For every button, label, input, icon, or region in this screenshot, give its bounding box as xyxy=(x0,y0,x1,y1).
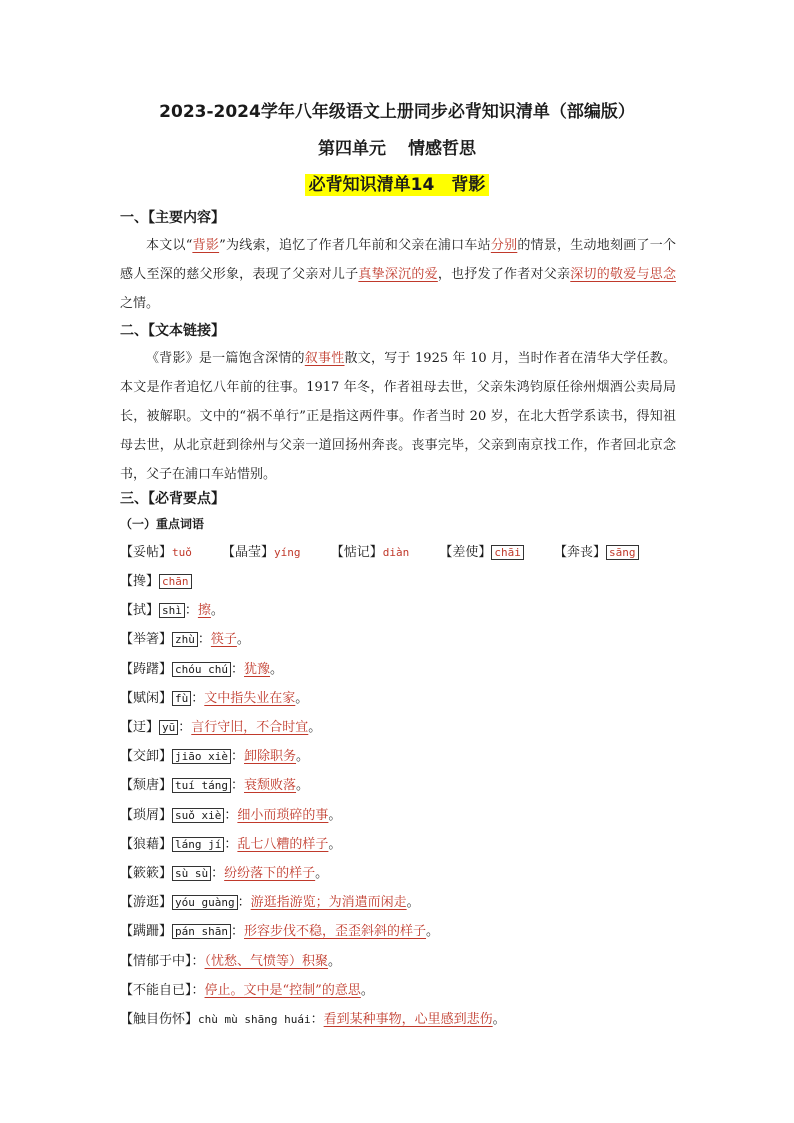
colon: ： xyxy=(231,778,245,794)
period: 。 xyxy=(270,661,284,677)
vocab-definition: 纷纷落下的样子 xyxy=(224,866,316,881)
vocab-word: 【簌簌】 xyxy=(120,866,173,881)
vocab-item xyxy=(120,659,283,681)
colon: ： xyxy=(211,866,225,881)
vocab-definition: 卸除职务 xyxy=(244,749,297,765)
text-run: 之情。 xyxy=(120,296,160,311)
vocab-definition: 乱七八糟的样子 xyxy=(237,836,329,852)
vocab-word: 【游逛】 xyxy=(120,895,173,911)
unit-heading xyxy=(0,134,794,159)
section-main-content-text xyxy=(120,231,676,318)
vocab-word: 【情郁于中】 xyxy=(120,953,192,969)
vocab-item xyxy=(120,834,341,856)
vocab-word: 【搀】 xyxy=(120,574,160,589)
unit-number: 第四单元 xyxy=(318,139,386,159)
key-term: 分别 xyxy=(490,238,518,253)
period: 。 xyxy=(315,866,329,881)
vocab-item xyxy=(120,688,308,710)
vocab-definition: 擦 xyxy=(197,603,211,619)
vocab-pinyin: chān xyxy=(159,574,192,589)
vocab-item xyxy=(120,746,309,768)
text-run: 《背影》是一篇饱含深情的 xyxy=(146,351,305,366)
list-title-highlight: 必背知识清单14 背影 xyxy=(305,174,490,196)
document-title: 2023-2024学年八年级语文上册同步必背知识清单（部编版） xyxy=(159,102,635,122)
vocab-definition: 衰颓败落 xyxy=(244,778,297,794)
vocab-item xyxy=(120,921,439,943)
vocab-word: 【蹒跚】 xyxy=(120,924,173,940)
vocab-pinyin: sāng xyxy=(606,545,639,560)
vocab-word: 【晶莹】 xyxy=(222,545,275,560)
text-run: 散文，写于 1925 年 10 月，当时作者在清华大学任教。本文是作者追忆八年前的往事。1917 年冬，作者祖母去世，父亲朱鸿钧原任徐州烟酒公卖局局长，被解职。文中的“祸不单行”正是指这两件事。作者当时 20 岁，在北大哲学系读书，得知祖母去世，从北京赶到徐州与父亲一道回扬州奔丧。丧事完毕，父亲到南京找工作，作者回北京念书，父子在浦口车站惜别。 xyxy=(120,351,676,482)
text-run: ”为线索，追忆了作者几年前和父亲在浦口车站 xyxy=(219,238,491,253)
key-term: 深切的敬爱与思念 xyxy=(570,267,676,282)
key-term: 背影 xyxy=(192,238,220,253)
vocab-pinyin: tuí táng xyxy=(172,778,231,793)
vocab-item xyxy=(120,980,374,1002)
colon: ： xyxy=(191,690,205,706)
vocab-word: 【拭】 xyxy=(120,603,160,619)
colon: ： xyxy=(231,661,245,677)
vocab-pinyin: sù sù xyxy=(172,866,211,881)
period: 。 xyxy=(236,632,250,648)
period: 。 xyxy=(296,749,310,765)
vocab-item xyxy=(120,717,321,739)
vocab-pinyin: yū xyxy=(159,720,178,735)
vocab-row-pinyin xyxy=(120,542,639,564)
colon: ： xyxy=(197,632,211,648)
vocab-item xyxy=(120,805,341,827)
vocab-word: 【妥帖】 xyxy=(120,545,173,560)
colon: ： xyxy=(310,1012,324,1027)
vocab-pinyin: tuǒ xyxy=(172,546,192,559)
vocab-pinyin: chāi xyxy=(491,545,524,560)
list-title xyxy=(0,170,794,195)
section-main-content-heading: 一、【主要内容】 xyxy=(120,210,225,226)
colon: ： xyxy=(224,807,238,823)
text-run: ，也抒发了作者对父亲 xyxy=(437,267,571,282)
vocab-word: 【迂】 xyxy=(120,720,160,735)
vocab-pinyin: yíng xyxy=(274,546,301,559)
vocab-word: 【举箸】 xyxy=(120,632,173,648)
colon: ： xyxy=(191,953,205,969)
colon: ： xyxy=(231,749,245,765)
vocab-pinyin: láng jí xyxy=(172,837,224,852)
vocab-definition: 看到某种事物，心里感到悲伤 xyxy=(323,1012,493,1027)
period: 。 xyxy=(328,953,342,969)
vocab-definition: 形容步伐不稳，歪歪斜斜的样子 xyxy=(244,924,427,940)
subsection-key-words-heading: （一）重点词语 xyxy=(120,517,205,531)
vocab-pinyin: diàn xyxy=(382,546,410,559)
vocab-item xyxy=(120,951,341,973)
key-term: 叙事性 xyxy=(304,351,345,366)
vocab-definition: 文中指失业在家 xyxy=(204,690,296,706)
vocab-item xyxy=(120,571,192,593)
vocab-word: 【交卸】 xyxy=(120,749,173,765)
vocab-word: 【颓唐】 xyxy=(120,778,173,794)
section-key-points-heading: 三、【必背要点】 xyxy=(120,491,225,507)
vocab-definition: 细小而琐碎的事 xyxy=(237,807,329,823)
vocab-word: 【惦记】 xyxy=(330,545,383,560)
period: 。 xyxy=(210,603,224,619)
vocab-item xyxy=(120,892,420,914)
vocab-item xyxy=(120,1009,506,1031)
vocab-pinyin: chóu chú xyxy=(172,662,231,677)
vocab-definition: （忧愁、气愤等）积聚 xyxy=(204,953,329,969)
vocab-word: 【赋闲】 xyxy=(120,690,173,706)
period: 。 xyxy=(426,924,440,940)
colon: ： xyxy=(191,982,205,998)
text-run: 本文以“ xyxy=(146,238,193,253)
period: 。 xyxy=(328,807,342,823)
vocab-pinyin: chù mù shāng huái xyxy=(198,1013,311,1026)
vocab-word: 【狼藉】 xyxy=(120,836,173,852)
unit-name: 情感哲思 xyxy=(408,139,476,159)
period: 。 xyxy=(308,720,322,735)
vocab-pinyin: shì xyxy=(159,603,185,618)
vocab-definition: 犹豫 xyxy=(244,661,271,677)
period: 。 xyxy=(295,690,309,706)
period: 。 xyxy=(360,982,374,998)
vocab-word: 【奔丧】 xyxy=(554,545,607,560)
vocab-pinyin: suǒ xiè xyxy=(172,808,224,823)
vocab-word: 【触目伤怀】 xyxy=(120,1012,199,1027)
vocab-word: 【琐屑】 xyxy=(120,807,173,823)
section-text-link-heading: 二、【文本链接】 xyxy=(120,323,225,339)
vocab-word: 【踌躇】 xyxy=(120,661,173,677)
vocab-item xyxy=(120,600,224,622)
vocab-word: 【差使】 xyxy=(439,545,492,560)
vocab-pinyin: jiāo xiè xyxy=(172,749,231,764)
text-run: 的情景，生动地刻画了一个感人至深的慈父形象，表现了父亲对儿子 xyxy=(120,238,676,282)
colon: ： xyxy=(224,836,238,852)
vocab-definition: 筷子 xyxy=(210,632,237,648)
colon: ： xyxy=(231,924,245,940)
period: 。 xyxy=(296,778,310,794)
vocab-pinyin: pán shān xyxy=(172,924,231,939)
period: 。 xyxy=(406,895,420,911)
vocab-definition: 言行守旧，不合时宜 xyxy=(191,720,309,735)
colon: ： xyxy=(237,895,251,911)
vocab-word: 【不能自已】 xyxy=(120,982,192,998)
period: 。 xyxy=(328,836,342,852)
vocab-item xyxy=(120,863,328,885)
vocab-item xyxy=(120,629,250,651)
vocab-pinyin: zhù xyxy=(172,632,198,647)
period: 。 xyxy=(492,1012,506,1027)
vocab-definition: 游逛指游览；为消遣而闲走 xyxy=(250,895,407,911)
vocab-definition: 停止。文中是“控制”的意思 xyxy=(204,982,361,998)
colon: ： xyxy=(178,720,192,735)
vocab-pinyin: yóu guàng xyxy=(172,895,238,910)
vocab-pinyin: fù xyxy=(172,691,191,706)
section-text-link-text xyxy=(120,344,676,489)
key-term: 真挚深沉的爱 xyxy=(358,267,438,282)
vocab-item xyxy=(120,775,309,797)
colon: ： xyxy=(184,603,198,619)
